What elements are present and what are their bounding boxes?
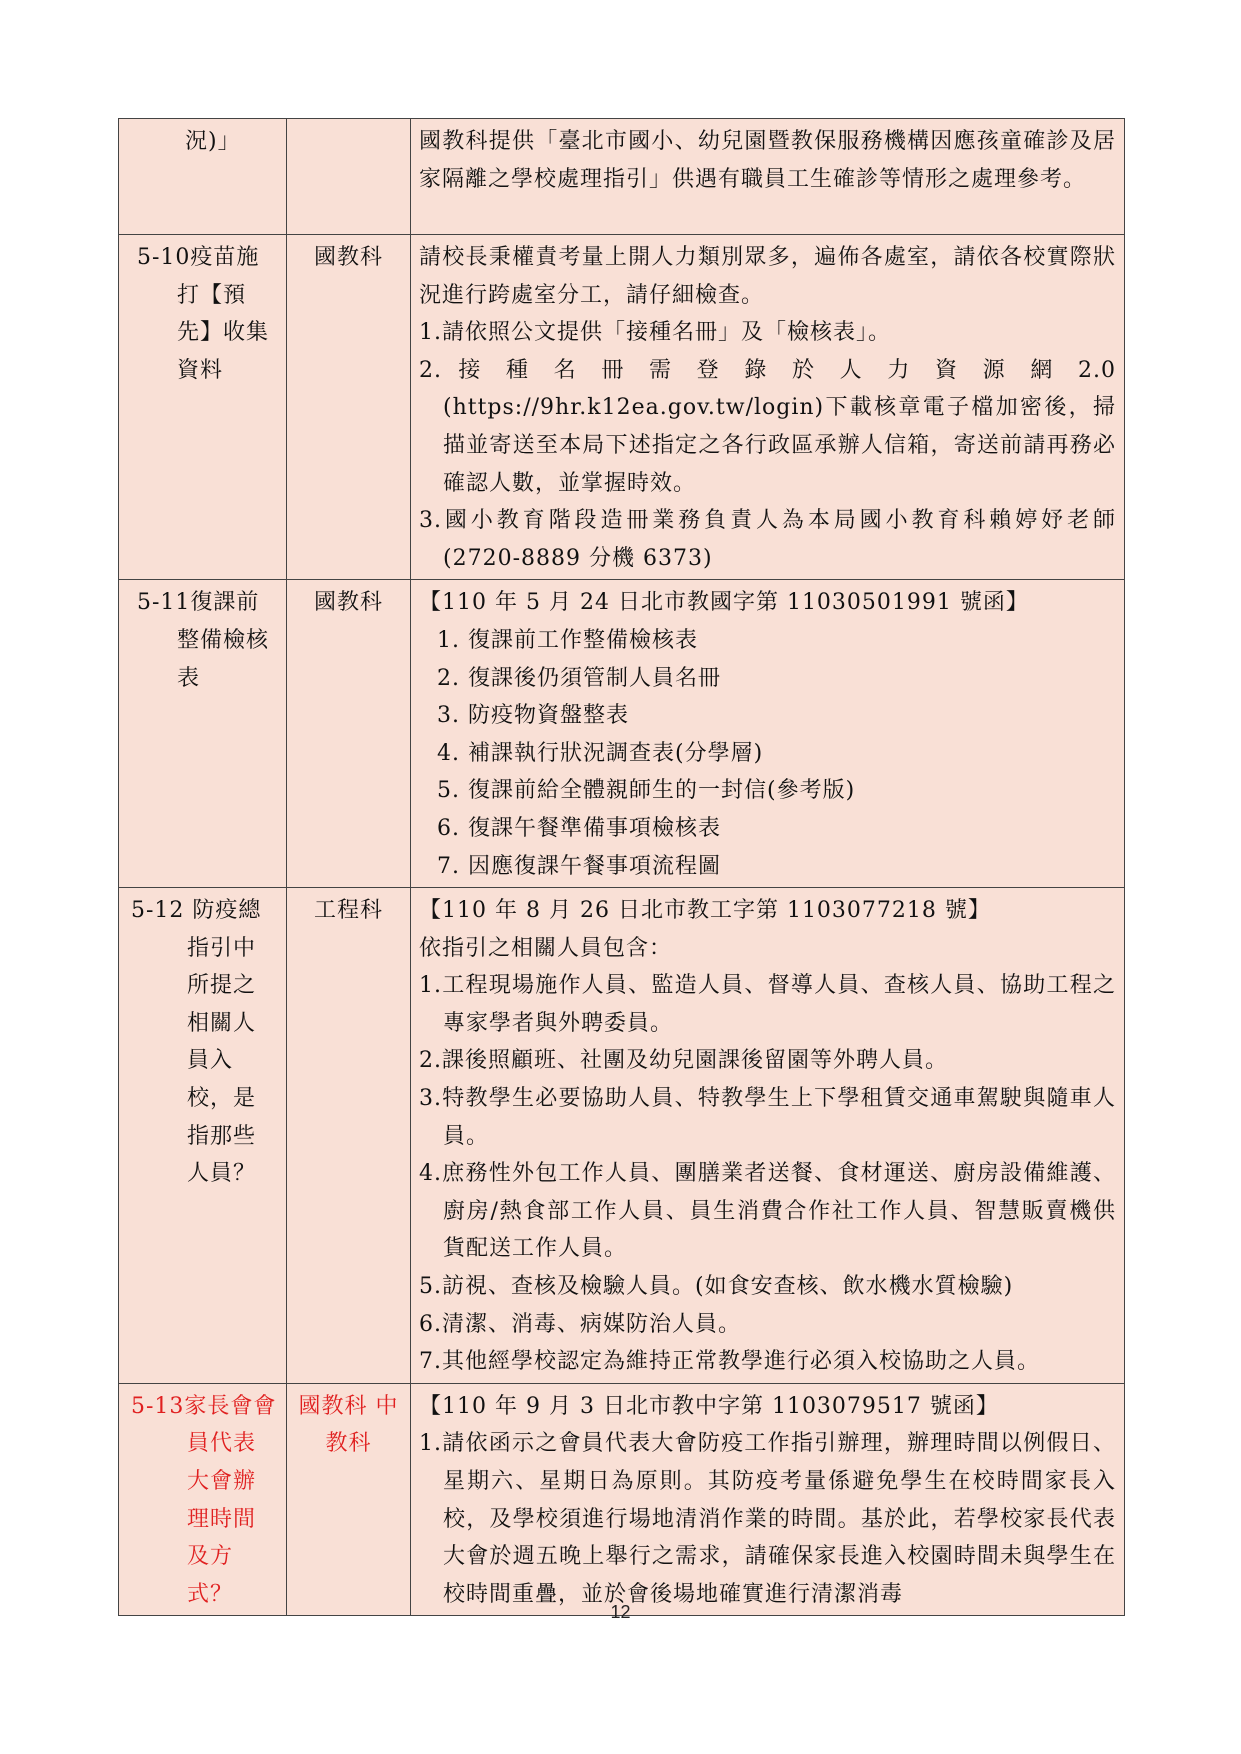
item-title: 5-10疫苗施打【預先】收集資料 [137,245,270,383]
answer-line: 5.訪視、查核及檢驗人員。(如食安查核、飲水機水質檢驗) [419,1274,1014,1300]
table-row [119,235,1125,580]
answer-line: 依指引之相關人員包含： [419,935,673,961]
answer-line: 1. 復課前工作整備檢核表 [437,627,698,653]
answer-line: 1.工程現場施作人員、監造人員、督導人員、查核人員、協助工程之專家學者與外聘委員。 [419,973,1116,1036]
answer-cell [411,1383,1125,1616]
answer-line: 【110 年 9 月 3 日北市教中字第 1103079517 號函】 [419,1393,999,1419]
item-title: 5-13家長會會員代表大會辦理時間及方式？ [131,1393,277,1607]
dept-cell: 國教科 中教科 [287,1383,411,1616]
answer-line: 3. 防疫物資盤整表 [437,703,629,729]
table-row [119,888,1125,1384]
item-cell [119,119,287,235]
table-row [119,580,1125,888]
answer-cell [411,580,1125,888]
item-title: 5-12 防疫總指引中所提之相關人員入校，是指那些人員？ [131,898,262,1187]
item-cell [119,580,287,888]
answer-line: 國教科提供「臺北市國小、幼兒園暨教保服務機構因應孩童確診及居家隔離之學校處理指引」供遇有職員工生確診等情形之處理參考。 [419,129,1116,192]
answer-line: 1.請依函示之會員代表大會防疫工作指引辦理，辦理時間以例假日、星期六、星期日為原則。其防疫考量係避免學生在校時間家長入校，及學校須進行場地清消作業的時間。基於此，若學校家長代表大會於週五晚上舉行之需求，請確保家長進入校園時間未與學生在校時間重疊，並於會後場地確實進行清潔消毒 [419,1431,1116,1607]
page-number: 12 [610,1602,631,1622]
item-cell [119,1383,287,1616]
answer-line: 2. 復課後仍須管制人員名冊 [437,665,721,691]
answer-line: 3.特教學生必要協助人員、特教學生上下學租賃交通車駕駛與隨車人員。 [419,1086,1116,1149]
answer-line: 7.其他經學校認定為維持正常教學進行必須入校協助之人員。 [419,1349,1040,1375]
table-row [119,1383,1125,1616]
answer-line: 【110 年 8 月 26 日北市教工字第 1103077218 號】 [419,898,991,924]
dept-cell: 工程科 [287,888,411,1384]
answer-line: 3.國小教育階段造冊業務負責人為本局國小教育科賴婷妤老師(2720-8889 分機 6373) [419,508,1116,571]
answer-line: 5. 復課前給全體親師生的一封信(參考版) [437,778,856,804]
answer-line: 2.課後照顧班、社團及幼兒園課後留園等外聘人員。 [419,1048,948,1074]
dept-cell: 國教科 [287,580,411,888]
answer-line: 7. 因應復課午餐事項流程圖 [437,853,721,879]
table-row [119,119,1125,235]
dept-cell [287,119,411,235]
item-title: 況)」 [185,129,241,154]
answer-line: 4.庶務性外包工作人員、團膳業者送餐、食材運送、廚房設備維護、廚房/熱食部工作人員、員生消費合作社工作人員、智慧販賣機供貨配送工作人員。 [419,1161,1116,1262]
answer-line: 2. 接 種 名 冊 需 登 錄 於 人 力 資 源 網 2.0 (https://9hr.k12ea.gov.tw/login)下載核章電子檔加密後，掃描並寄送至本局下述指定之各行政區承辦人信箱，寄送前請再務必確認人數，並掌握時效。 [419,357,1116,496]
answer-cell [411,888,1125,1384]
answer-line: 請校長秉權責考量上開人力類別眾多，遍佈各處室，請依各校實際狀況進行跨處室分工，請仔細檢查。 [419,245,1116,308]
answer-line: 1.請依照公文提供「接種名冊」及「檢核表」。 [419,320,891,346]
answer-cell [411,119,1125,235]
answer-line: 6. 復課午餐準備事項檢核表 [437,815,721,841]
item-cell [119,235,287,580]
answer-cell [411,235,1125,580]
answer-line: 6.清潔、消毒、病媒防治人員。 [419,1311,741,1337]
answer-line: 4. 補課執行狀況調查表(分學層) [437,740,764,766]
item-cell [119,888,287,1384]
answer-line: 【110 年 5 月 24 日北市教國字第 11030501991 號函】 [419,590,1029,616]
dept-cell: 國教科 [287,235,411,580]
qa-table [118,118,1125,1616]
item-title: 5-11復課前整備檢核表 [137,590,270,691]
